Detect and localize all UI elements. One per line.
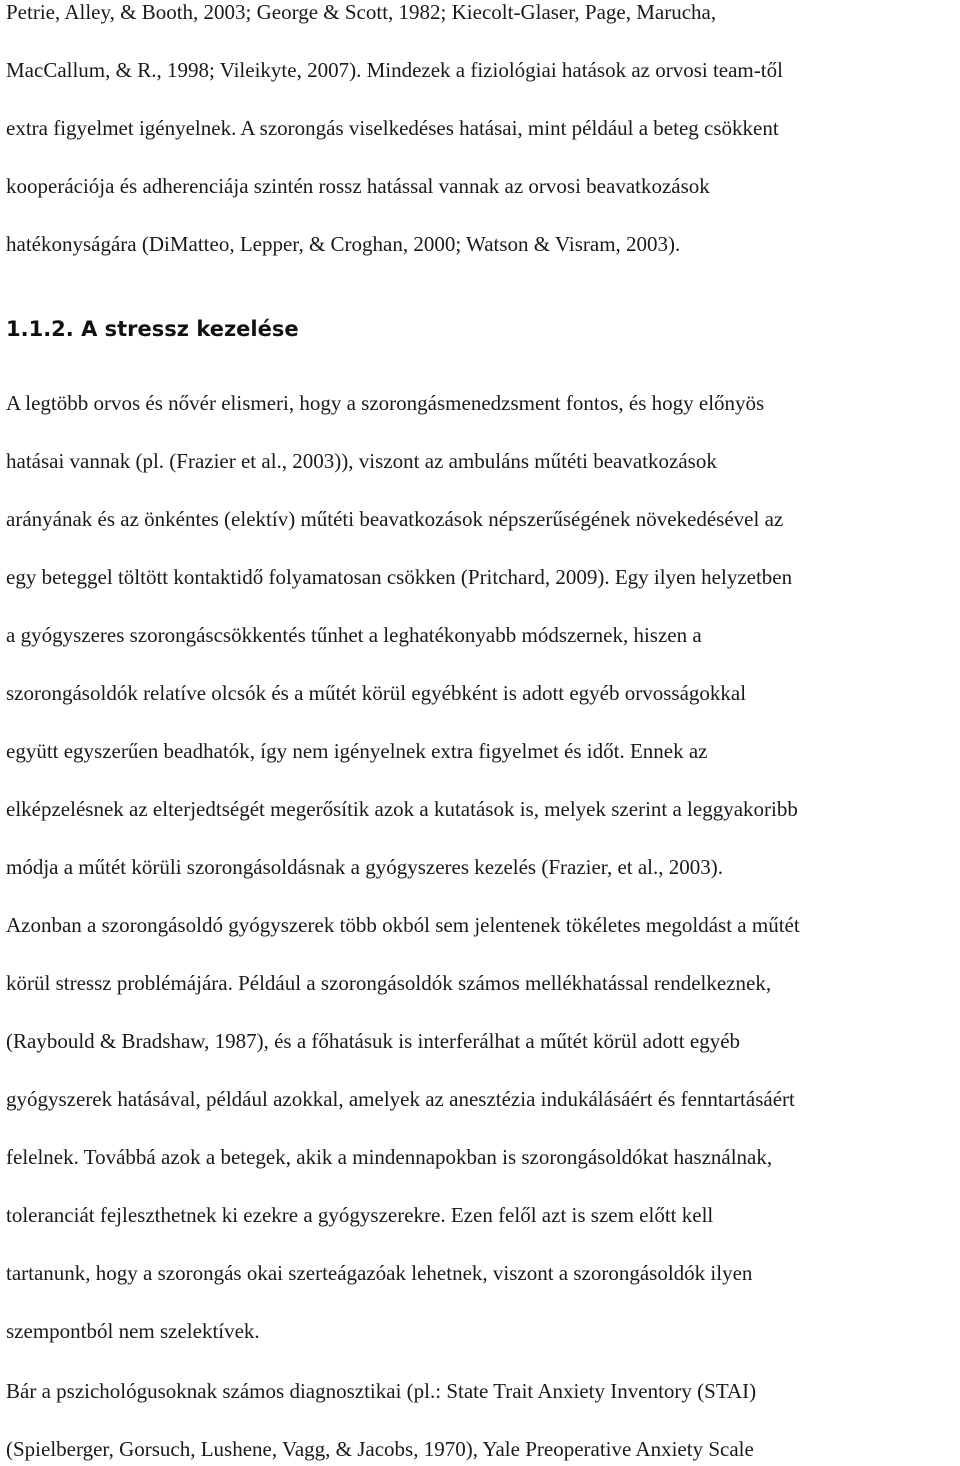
text-line: (Spielberger, Gorsuch, Lushene, Vagg, & Jacobs, 1970), Yale Preoperative Anxiety Scale (6, 1437, 754, 1461)
text-line: A legtöbb orvos és nővér elismeri, hogy a szorongásmenedzsment fontos, és hogy előnyös (6, 391, 765, 415)
text-line: módja a műtét körüli szorongásoldásnak a gyógyszeres kezelés (Frazier, et al., 2003). (6, 855, 724, 879)
text-line: hatékonyságára (DiMatteo, Lepper, & Croghan, 2000; Watson & Visram, 2003). (6, 232, 681, 256)
text-line: a gyógyszeres szorongáscsökkentés tűnhet a leghatékonyabb módszernek, hiszen a (6, 623, 702, 647)
text-line: kooperációja és adherenciája szintén rossz hatással vannak az orvosi beavatkozások (6, 174, 710, 198)
text-line: egy beteggel töltött kontaktidő folyamatosan csökken (Pritchard, 2009). Egy ilyen helyzetben (6, 565, 793, 589)
text-line: felelnek. Továbbá azok a betegek, akik a mindennapokban is szorongásoldókat használnak, (6, 1145, 773, 1169)
text-line: Petrie, Alley, & Booth, 2003; George & Scott, 1982; Kiecolt-Glaser, Page, Marucha, (6, 0, 717, 24)
text-line: körül stressz problémájára. Például a szorongásoldók számos mellékhatással rendelkeznek, (6, 971, 772, 995)
text-line: Azonban a szorongásoldó gyógyszerek több okból sem jelentenek tökéletes megoldást a műtét (6, 913, 800, 937)
text-line: hatásai vannak (pl. (Frazier et al., 2003)), viszont az ambuláns műtéti beavatkozások (6, 449, 717, 473)
text-line: együtt egyszerűen beadhatók, így nem igényelnek extra figyelmet és időt. Ennek az (6, 739, 708, 763)
text-line: toleranciát fejleszthetnek ki ezekre a gyógyszerekre. Ezen felől azt is szem előtt kell (6, 1203, 714, 1227)
text-line: szempontból nem szelektívek. (6, 1319, 260, 1343)
text-line: extra figyelmet igényelnek. A szorongás viselkedéses hatásai, mint például a beteg csökkent (6, 116, 779, 140)
text-line: szorongásoldók relatíve olcsók és a műtét körül egyébként is adott egyéb orvosságokkal (6, 681, 747, 705)
text-line: tartanunk, hogy a szorongás okai szerteágazóak lehetnek, viszont a szorongásoldók ilyen (6, 1261, 753, 1285)
text-line: elképzelésnek az elterjedtségét megerősítik azok a kutatások is, melyek szerint a leggyakoribb (6, 797, 798, 821)
text-line: Bár a pszichológusoknak számos diagnosztikai (pl.: State Trait Anxiety Inventory (STAI) (6, 1379, 757, 1403)
text-line: (Raybould & Bradshaw, 1987), és a főhatásuk is interferálhat a műtét körül adott egyéb (6, 1029, 741, 1053)
text-line: arányának és az önkéntes (elektív) műtéti beavatkozások népszerűségének növekedésével az (6, 507, 784, 531)
text-line: MacCallum, & R., 1998; Vileikyte, 2007). Mindezek a fiziológiai hatások az orvosi team-től (6, 58, 783, 82)
section-heading: 1.1.2. A stressz kezelése (6, 317, 299, 341)
text-line: gyógyszerek hatásával, például azokkal, amelyek az anesztézia indukálásáért és fenntartásáért (6, 1087, 795, 1111)
